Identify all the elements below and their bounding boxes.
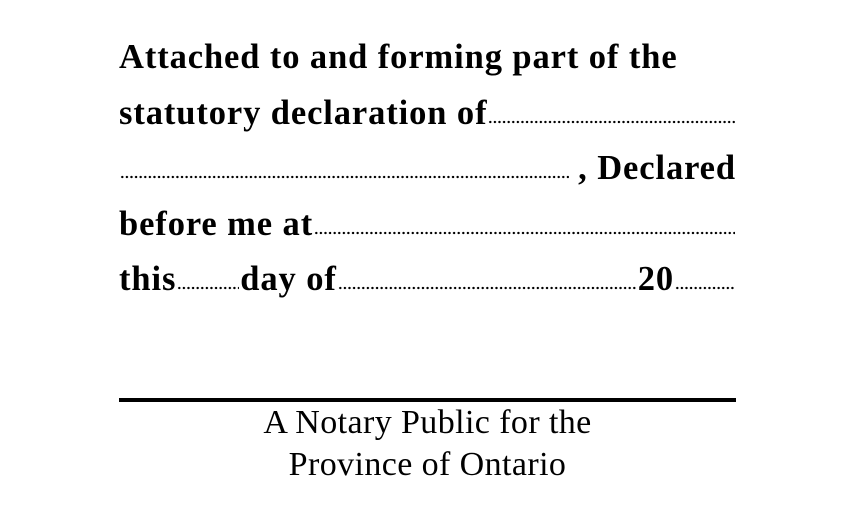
- declaration-text-day-of: day of: [240, 260, 337, 298]
- notary-title-line-2: Province of Ontario: [288, 446, 567, 483]
- declaration-text-declared: , Declared: [578, 149, 736, 187]
- declaration-text-year-prefix: 20: [637, 260, 674, 298]
- year-blank: [675, 286, 735, 290]
- declaration-line-3: [119, 149, 736, 205]
- declaration-line-1: [119, 38, 736, 94]
- declaration-line-2: [119, 94, 736, 150]
- declaration-line-5: [119, 260, 736, 316]
- declaration-text-before-me-at: before me at: [119, 204, 314, 243]
- day-blank: [177, 286, 239, 290]
- declarant-name-blank: [488, 120, 735, 124]
- declaration-text-attached: Attached to and forming part of the: [119, 38, 678, 76]
- notary-stamp: [119, 38, 736, 316]
- declaration-text-statutory: statutory declaration of: [119, 93, 488, 132]
- declaration-text-this: this: [119, 260, 177, 298]
- place-blank: [314, 231, 735, 235]
- declarant-name-blank-continued: [120, 175, 569, 179]
- declaration-line-4: [119, 205, 736, 261]
- notary-title: [119, 402, 736, 486]
- notary-title-line-1: A Notary Public for the: [263, 404, 592, 441]
- month-blank: [338, 286, 637, 290]
